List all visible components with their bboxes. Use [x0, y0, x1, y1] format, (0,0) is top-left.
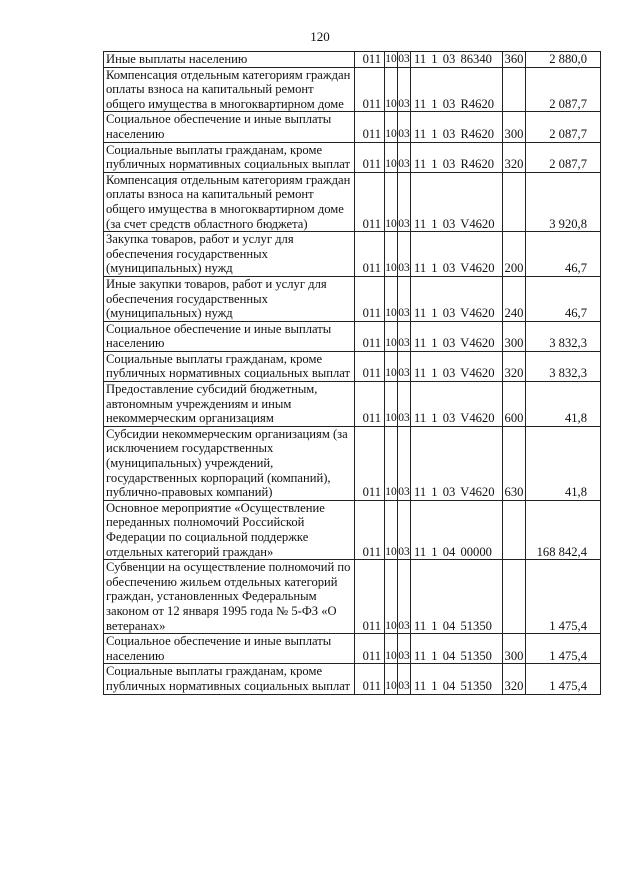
row-code-grbs: 011 — [355, 664, 385, 694]
row-code-target-article: 11 1 03 86340 — [411, 52, 503, 68]
row-amount: 3 832,3 — [526, 351, 601, 381]
row-code-section: 10 — [385, 382, 398, 427]
row-code-target-article: 11 1 03 V4620 — [411, 351, 503, 381]
row-code-grbs: 011 — [355, 232, 385, 277]
row-code-grbs: 011 — [355, 560, 385, 634]
table-row — [104, 67, 601, 112]
row-code-target-article: 11 1 03 R4620 — [411, 112, 503, 142]
row-code-section: 10 — [385, 634, 398, 664]
table-row — [104, 276, 601, 321]
budget-table — [103, 51, 601, 695]
row-code-target-article: 11 1 03 V4620 — [411, 426, 503, 500]
row-amount: 1 475,4 — [526, 634, 601, 664]
row-name: Социальные выплаты гражданам, кроме публичных нормативных социальных выплат — [104, 664, 355, 694]
row-code-section: 10 — [385, 172, 398, 231]
row-code-target-article: 11 1 04 00000 — [411, 500, 503, 559]
row-code-section: 10 — [385, 321, 398, 351]
row-code-expense-type: 630 — [503, 426, 526, 500]
row-code-grbs: 011 — [355, 426, 385, 500]
row-name: Социальные выплаты гражданам, кроме публичных нормативных социальных выплат — [104, 142, 355, 172]
row-code-target-article: 11 1 03 R4620 — [411, 142, 503, 172]
row-code-expense-type: 300 — [503, 112, 526, 142]
row-code-section: 10 — [385, 52, 398, 68]
row-amount: 46,7 — [526, 276, 601, 321]
row-code-grbs: 011 — [355, 321, 385, 351]
row-code-target-article: 11 1 04 51350 — [411, 664, 503, 694]
row-code-section: 10 — [385, 67, 398, 112]
row-code-target-article: 11 1 04 51350 — [411, 560, 503, 634]
row-amount: 2 087,7 — [526, 142, 601, 172]
row-code-expense-type: 320 — [503, 142, 526, 172]
table-row — [104, 52, 601, 68]
row-code-expense-type: 200 — [503, 232, 526, 277]
row-amount: 3 832,3 — [526, 321, 601, 351]
row-name: Субвенции на осуществление полномочий по обеспечению жильем отдельных категорий граждан, установленных Федеральным законом от 12 января 1995 года № 5-ФЗ «О ветеранах» — [104, 560, 355, 634]
row-code-target-article: 11 1 03 V4620 — [411, 276, 503, 321]
table-row — [104, 321, 601, 351]
row-amount: 2 880,0 — [526, 52, 601, 68]
row-code-section: 10 — [385, 426, 398, 500]
table-row — [104, 560, 601, 634]
row-name: Предоставление субсидий бюджетным, автономным учреждениям и иным некоммерческим организациям — [104, 382, 355, 427]
row-code-section: 10 — [385, 232, 398, 277]
row-code-grbs: 011 — [355, 276, 385, 321]
table-row — [104, 634, 601, 664]
row-amount: 2 087,7 — [526, 112, 601, 142]
row-code-grbs: 011 — [355, 500, 385, 559]
page-number: 120 — [310, 29, 330, 44]
row-code-grbs: 011 — [355, 351, 385, 381]
row-code-expense-type — [503, 67, 526, 112]
row-code-expense-type — [503, 172, 526, 231]
row-code-subsection: 03 — [398, 351, 411, 381]
row-code-grbs: 011 — [355, 142, 385, 172]
row-code-grbs: 011 — [355, 382, 385, 427]
row-code-target-article: 11 1 04 51350 — [411, 634, 503, 664]
row-amount: 41,8 — [526, 382, 601, 427]
row-code-expense-type: 360 — [503, 52, 526, 68]
row-code-target-article: 11 1 03 V4620 — [411, 321, 503, 351]
row-name: Иные выплаты населению — [104, 52, 355, 68]
row-name: Социальное обеспечение и иные выплаты населению — [104, 112, 355, 142]
row-amount: 3 920,8 — [526, 172, 601, 231]
row-name: Иные закупки товаров, работ и услуг для обеспечения государственных (муниципальных) нужд — [104, 276, 355, 321]
row-code-expense-type: 300 — [503, 634, 526, 664]
row-code-expense-type — [503, 560, 526, 634]
row-code-expense-type: 240 — [503, 276, 526, 321]
row-code-expense-type: 600 — [503, 382, 526, 427]
row-amount: 1 475,4 — [526, 560, 601, 634]
row-name: Закупка товаров, работ и услуг для обеспечения государственных (муниципальных) нужд — [104, 232, 355, 277]
table-row — [104, 382, 601, 427]
row-code-target-article: 11 1 03 V4620 — [411, 232, 503, 277]
row-amount: 46,7 — [526, 232, 601, 277]
row-code-expense-type — [503, 500, 526, 559]
row-name: Социальное обеспечение и иные выплаты населению — [104, 321, 355, 351]
row-name: Социальные выплаты гражданам, кроме публичных нормативных социальных выплат — [104, 351, 355, 381]
row-code-target-article: 11 1 03 R4620 — [411, 67, 503, 112]
table-row — [104, 426, 601, 500]
row-code-subsection: 03 — [398, 560, 411, 634]
table-row — [104, 500, 601, 559]
row-code-section: 10 — [385, 664, 398, 694]
row-code-subsection: 03 — [398, 232, 411, 277]
row-code-subsection: 03 — [398, 634, 411, 664]
row-code-section: 10 — [385, 112, 398, 142]
row-code-grbs: 011 — [355, 67, 385, 112]
row-name: Социальное обеспечение и иные выплаты населению — [104, 634, 355, 664]
row-code-section: 10 — [385, 500, 398, 559]
row-code-subsection: 03 — [398, 664, 411, 694]
row-code-target-article: 11 1 03 V4620 — [411, 172, 503, 231]
row-code-section: 10 — [385, 276, 398, 321]
row-code-subsection: 03 — [398, 142, 411, 172]
row-code-expense-type: 320 — [503, 351, 526, 381]
row-code-grbs: 011 — [355, 52, 385, 68]
row-code-subsection: 03 — [398, 321, 411, 351]
row-code-grbs: 011 — [355, 634, 385, 664]
row-name: Основное мероприятие «Осуществление переданных полномочий Российской Федерации по социальной поддержке отдельных категорий граждан» — [104, 500, 355, 559]
row-amount: 2 087,7 — [526, 67, 601, 112]
row-code-section: 10 — [385, 142, 398, 172]
row-amount: 1 475,4 — [526, 664, 601, 694]
table-row — [104, 664, 601, 694]
table-row — [104, 142, 601, 172]
row-code-subsection: 03 — [398, 172, 411, 231]
row-code-section: 10 — [385, 560, 398, 634]
row-code-section: 10 — [385, 351, 398, 381]
row-code-expense-type: 300 — [503, 321, 526, 351]
table-row — [104, 112, 601, 142]
row-code-grbs: 011 — [355, 112, 385, 142]
row-amount: 41,8 — [526, 426, 601, 500]
row-code-subsection: 03 — [398, 112, 411, 142]
row-code-grbs: 011 — [355, 172, 385, 231]
row-name: Компенсация отдельным категориям граждан оплаты взноса на капитальный ремонт общего имущества в многоквартирном доме — [104, 67, 355, 112]
row-code-target-article: 11 1 03 V4620 — [411, 382, 503, 427]
row-code-subsection: 03 — [398, 276, 411, 321]
row-code-subsection: 03 — [398, 500, 411, 559]
row-code-subsection: 03 — [398, 67, 411, 112]
row-amount: 168 842,4 — [526, 500, 601, 559]
table-row — [104, 351, 601, 381]
table-row — [104, 172, 601, 231]
row-code-subsection: 03 — [398, 382, 411, 427]
table-row — [104, 232, 601, 277]
row-code-subsection: 03 — [398, 426, 411, 500]
row-name: Компенсация отдельным категориям граждан оплаты взноса на капитальный ремонт общего имущества в многоквартирном доме (за счет средств областного бюджета) — [104, 172, 355, 231]
row-code-expense-type: 320 — [503, 664, 526, 694]
budget-table-body — [104, 52, 601, 695]
row-code-subsection: 03 — [398, 52, 411, 68]
row-name: Субсидии некоммерческим организациям (за исключением государственных (муниципальных) учреждений, государственных корпораций (компаний), публично-правовых компаний) — [104, 426, 355, 500]
